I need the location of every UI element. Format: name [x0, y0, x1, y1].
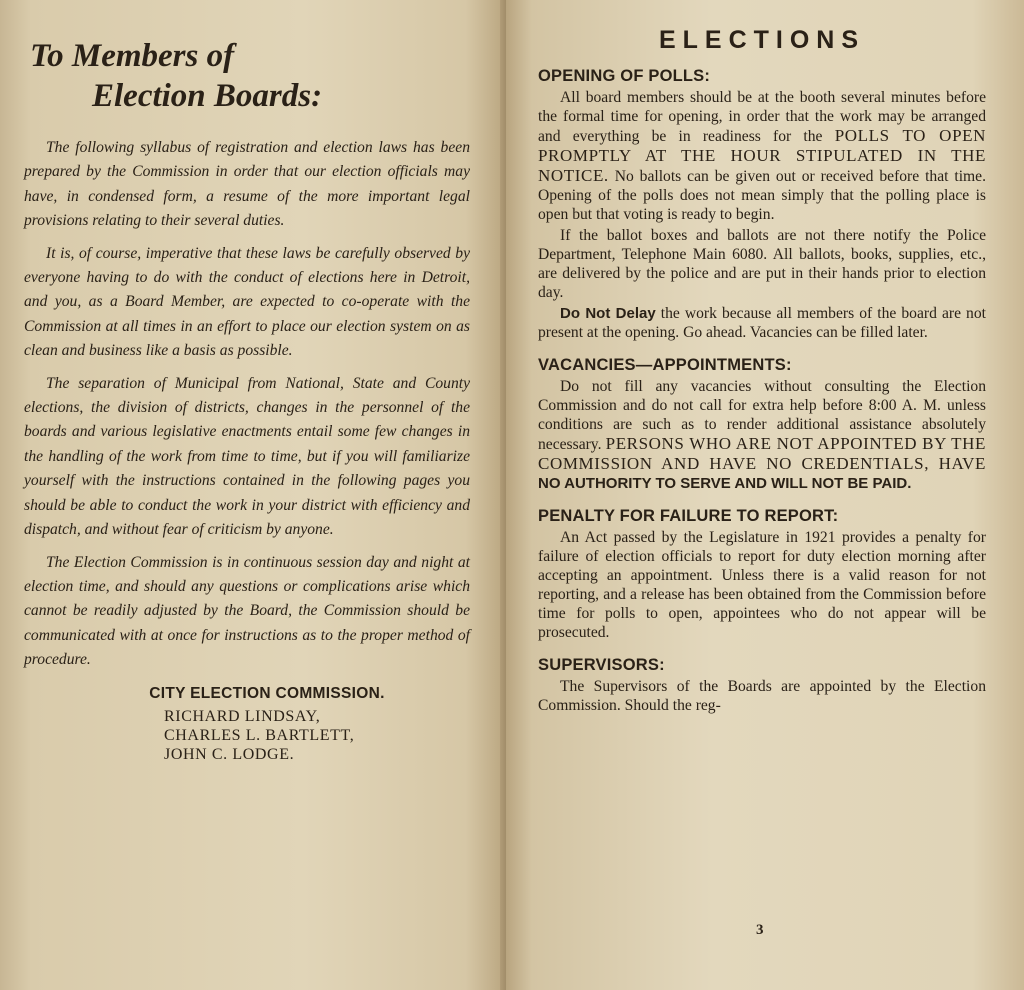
opening-paragraph-3: [538, 304, 986, 342]
text: No ballots can be given out or received before that time. Opening of the polls does not mean simply that the polling place is open but that voting is ready to begin.: [538, 168, 986, 223]
heading-line-2: Election Boards:: [92, 78, 323, 114]
signatory: RICHARD LINDSAY,: [164, 707, 321, 725]
signatories: [164, 707, 470, 764]
section-heading-supervisors: SUPERVISORS:: [538, 656, 665, 674]
signature-title: CITY ELECTION COMMISSION.: [149, 684, 385, 702]
section-heading-vacancies: VACANCIES—APPOINTMENTS:: [538, 356, 792, 374]
text: the work because all members of the board are not present at the opening. Go ahead. Vacancies can be filled later.: [538, 305, 986, 341]
intro-paragraph: The separation of Municipal from National, State and County elections, the division of districts, changes in the personnel of the boards and various legislative enactments entail some few changes in the handling of the work from time to time, but if you will familiarize yourself with the instructions contained in the following pages you should be able to conduct the work in your district with efficiency and dispatch, and without fear of criticism by anyone.: [24, 374, 470, 539]
text: Do not fill any vacancies without consulting the Election Commission and do not call for extra help before 8:00 A. M. unless conditions are such as to render additional assistance absolutely necessary.: [538, 378, 986, 453]
penalty-paragraph: An Act passed by the Legislature in 1921 provides a penalty for failure of election officials to report for duty election morning after accepting an appointment. Unless there is a valid reason for not reporting, and a release has been obtained from the Commission before time for polls to open, appointees who do not appear will be prosecuted.: [538, 529, 986, 641]
text: All board members should be at the booth several minutes before the formal time for opening, in order that the work may be arranged and everything be in readiness for the: [538, 89, 986, 145]
section-heading-opening: OPENING OF POLLS:: [538, 67, 711, 85]
opening-paragraph-2: If the ballot boxes and ballots are not there notify the Police Department, Telephone Main 6080. All ballots, books, supplies, etc., are delivered by the police and are put in their hands prior to election day.: [538, 227, 986, 301]
right-page: [506, 0, 1024, 990]
page-title: ELECTIONS: [658, 26, 866, 54]
caps-text: PERSONS WHO ARE NOT APPOINTED BY THE COMMISSION AND HAVE NO CREDENTIALS, HAVE: [538, 434, 986, 473]
caps-text: POLLS TO OPEN PROMPTLY AT THE HOUR STIPULATED IN THE NOTICE.: [538, 126, 986, 185]
section-heading-penalty: PENALTY FOR FAILURE TO REPORT:: [538, 507, 839, 525]
bold-text: NO AUTHORITY TO SERVE AND WILL NOT BE PAID.: [538, 475, 912, 492]
signatory: JOHN C. LODGE.: [164, 745, 295, 763]
intro-paragraph: The Election Commission is in continuous session day and night at election time, and should any questions or complications arise which cannot be readily adjusted by the Board, the Commission should be communicated with at once for instructions as to the proper method of procedure.: [24, 553, 470, 669]
intro-paragraph: The following syllabus of registration and election laws has been prepared by the Commission in order that our election officials may have, in condensed form, a resume of the more important legal provisions relating to their several duties.: [24, 139, 470, 230]
opening-paragraph-1: [538, 88, 986, 224]
supervisors-paragraph: The Supervisors of the Boards are appointed by the Election Commission. Should the reg-: [538, 678, 986, 714]
heading-line-1: To Members of: [30, 38, 235, 74]
vacancies-paragraph: [538, 377, 986, 493]
left-page: [0, 0, 506, 990]
page-number: 3: [756, 922, 764, 938]
bold-text: Do Not Delay: [560, 305, 656, 322]
intro-paragraph: It is, of course, imperative that these laws be carefully observed by everyone having to do with the conduct of elections here in Detroit, and you, as a Board Member, are expected to co-operate with the Commission at all times in an effort to place our election system on as clean and business like a basis as possible.: [24, 244, 470, 360]
page-heading: [30, 36, 470, 116]
signatory: CHARLES L. BARTLETT,: [164, 726, 355, 744]
